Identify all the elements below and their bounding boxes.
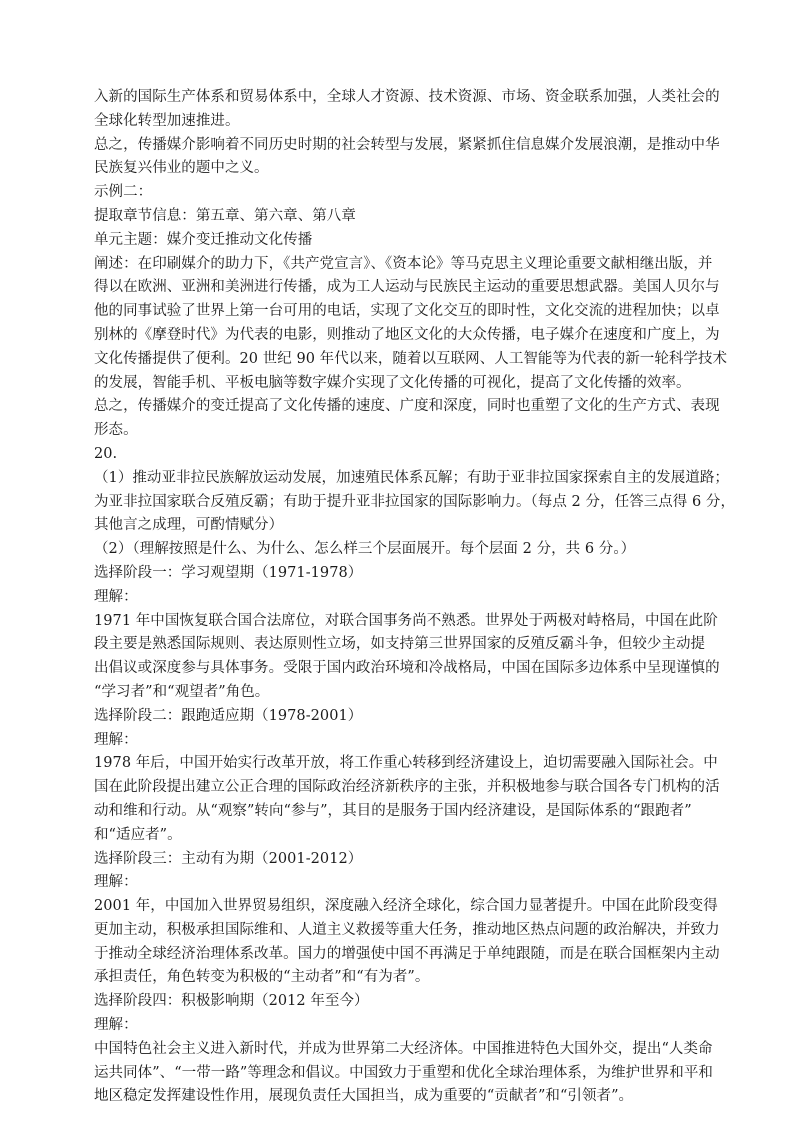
text-line: 运共同体”、“一带一路”等理念和倡议。中国致力于重塑和优化全球治理体系，为维护世界和平和 (94, 1064, 713, 1081)
text-line: 动和维和行动。从“观察”转向“参与”，其目的是服务于国内经济建设，是国际体系的“跟跑者” (94, 802, 692, 819)
text-line: 和“适应者”。 (94, 826, 182, 843)
text-line: 1978 年后，中国开始实行改革开放，将工作重心转移到经济建设上，迫切需要融入国际社会。中 (94, 755, 718, 772)
text-line: 单元主题：媒介变迁推动文化传播 (94, 231, 313, 248)
text-line: 别林的《摩登时代》为代表的电影，则推动了地区文化的大众传播，电子媒介在速度和广度上，为 (94, 326, 720, 343)
stage-heading: 选择阶段三：主动有为期（2001-2012） (94, 850, 363, 867)
text-line: 2001 年，中国加入世界贸易组织，深度融入经济全球化，综合国力显著提升。中国在此阶段变得 (94, 898, 718, 915)
text-line: 为亚非拉国家联合反殖反霸；有助于提升亚非拉国家的国际影响力。（每点 2 分，任答三点得 6 分， (94, 493, 736, 510)
text-line: 文化传播提供了便利。20 世纪 90 年代以来，随着以互联网、人工智能等为代表的新一轮科学技术 (94, 350, 728, 367)
text-line: 入新的国际生产体系和贸易体系中，全球人才资源、技术资源、市场、资金联系加强，人类社会的 (94, 89, 720, 105)
text-line: 于推动全球经济治理体系改革。国力的增强使中国不再满足于单纯跟随，而是在联合国框架内主动 (94, 945, 720, 962)
text-line: 总之，传播媒介的变迁提高了文化传播的速度、广度和深度，同时也重塑了文化的生产方式、表现 (94, 398, 720, 415)
text-line: 的发展，智能手机、平板电脑等数字媒介实现了文化传播的可视化，提高了文化传播的效率。 (94, 374, 691, 391)
text-line: 中国特色社会主义进入新时代，并成为世界第二大经济体。中国推进特色大国外交，提出“人类命 (94, 1040, 713, 1057)
text-line: 段主要是熟悉国际规则、表达原则性立场，如支持第三世界国家的反殖反霸斗争，但较少主动提 (94, 636, 706, 653)
text-line: 国在此阶段提出建立公正合理的国际政治经济新秩序的主张，并积极地参与联合国各专门机构的活 (94, 779, 720, 796)
text-line: 总之，传播媒介影响着不同历史时期的社会转型与发展，紧紧抓住信息媒介发展浪潮，是推动中华 (94, 136, 720, 153)
stage-heading: 选择阶段一：学习观望期（1971-1978） (94, 564, 363, 581)
text-line: 民族复兴伟业的题中之义。 (94, 160, 269, 177)
text-line: （1）推动亚非拉民族解放运动发展，加速殖民体系瓦解；有助于亚非拉国家探索自主的发展道路； (94, 469, 729, 486)
text-line: 理解： (94, 874, 138, 891)
text-line: 1971 年中国恢复联合国合法席位，对联合国事务尚不熟悉。世界处于两极对峙格局，中国在此阶 (94, 612, 718, 629)
text-line: 更加主动，积极承担国际维和、人道主义救援等重大任务，推动地区热点问题的政治解决，并致力 (94, 921, 720, 938)
stage-heading: 选择阶段四：积极影响期（2012 年至今） (94, 993, 369, 1010)
text-line: 理解： (94, 731, 138, 748)
text-line: 提取章节信息：第五章、第六章、第八章 (94, 207, 356, 224)
text-line: 其他言之成理，可酌情赋分） (94, 517, 284, 534)
text-line: 阐述：在印刷媒介的助力下，《共产党宣言》、《资本论》等马克思主义理论重要文献相继出版，并 (94, 255, 713, 272)
text-line: 得以在欧洲、亚洲和美洲进行传播，成为工人运动与民族民主运动的重要思想武器。美国人贝尔与 (94, 279, 720, 296)
text-line: 地区稳定发挥建设性作用，展现负责任大国担当，成为重要的“贡献者”和“引领者”。 (94, 1088, 634, 1105)
text-line: 承担责任，角色转变为积极的“主动者”和“有为者”。 (94, 969, 430, 986)
section-heading: 示例二： (94, 184, 153, 201)
text-line: 理解： (94, 1017, 138, 1034)
stage-heading: 选择阶段二：跟跑适应期（1978-2001） (94, 707, 363, 724)
text-line: （2）（理解按照是什么、为什么、怎么样三个层面展开。每个层面 2 分，共 6 分。） (94, 541, 636, 558)
document-page (94, 86, 736, 1109)
text-line: “学习者”和“观望者”角色。 (94, 683, 270, 700)
text-line: 出倡议或深度参与具体事务。受限于国内政治环境和冷战格局，中国在国际多边体系中呈现谨慎的 (94, 660, 720, 677)
text-line: 他的同事试验了世界上第一台可用的电话，实现了文化交互的即时性，文化交流的进程加快；以卓 (94, 303, 720, 320)
question-number: 20. (94, 445, 118, 462)
text-line: 形态。 (94, 422, 138, 439)
text-line: 理解： (94, 588, 138, 605)
text-line: 全球化转型加速推进。 (94, 112, 240, 129)
